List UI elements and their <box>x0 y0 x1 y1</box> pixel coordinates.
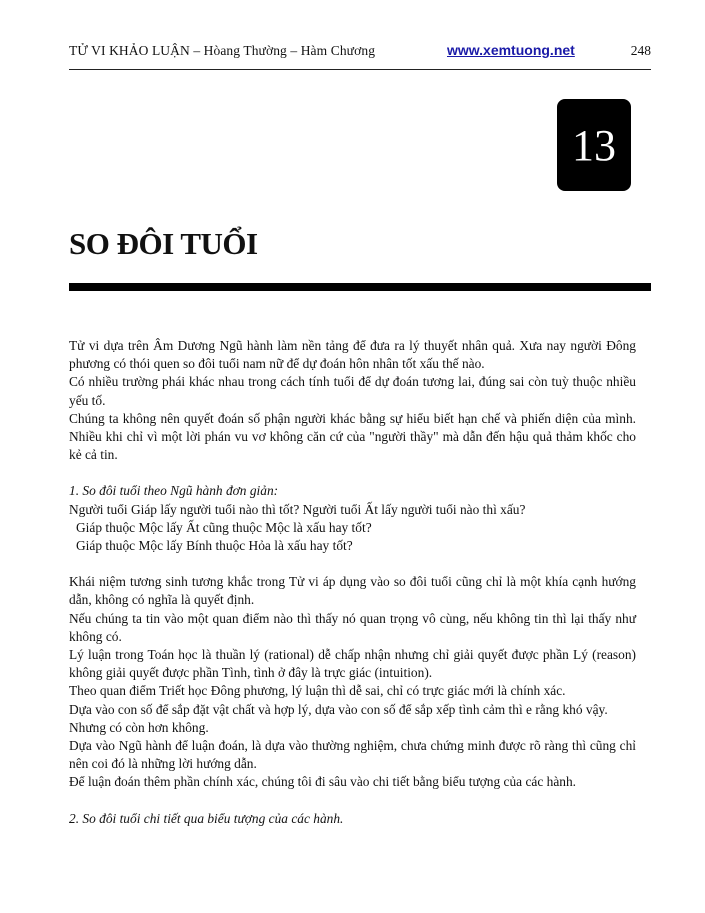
chapter-number-box <box>557 99 631 191</box>
website-link[interactable]: www.xemtuong.net <box>447 42 575 58</box>
paragraph: Dựa vào con số để sắp đặt vật chất và hợp lý, dựa vào con số để sắp xếp tình cảm thì e rằng khó vậy. <box>69 701 608 717</box>
chapter-title: SO ĐÔI TUỔI <box>69 226 258 261</box>
paragraph: Nhưng có còn hơn không. <box>69 719 209 735</box>
paragraph: Lý luận trong Toán học là thuần lý (rational) dễ chấp nhận nhưng chỉ giải quyết được phần Lý (reason) không giải quyết được phần Tình, tình ở đây là trực giác (intuition). <box>69 647 636 681</box>
paragraph: Dựa vào Ngũ hành để luận đoán, là dựa vào thường nghiệm, chưa chứng minh được rõ ràng thì cũng chỉ nên coi đó là những lời hướng dẫn. <box>69 738 636 772</box>
page-header <box>69 40 651 62</box>
page-number: 248 <box>630 43 651 58</box>
header-title: TỬ VI KHẢO LUẬN – Hòang Thường – Hàm Chương <box>69 43 376 58</box>
section-heading: 1. So đôi tuổi theo Ngũ hành đơn giản: <box>69 483 279 499</box>
paragraph: Khái niệm tương sinh tương khắc trong Tử vi áp dụng vào so đôi tuổi cũng chỉ là một khía cạnh hướng dẫn, không có nghĩa là quyết định. <box>69 574 636 608</box>
header-divider <box>69 69 651 70</box>
section-heading: 2. So đôi tuổi chi tiết qua biểu tượng của các hành. <box>69 810 344 826</box>
paragraph: Để luận đoán thêm phần chính xác, chúng tôi đi sâu vào chi tiết bằng biểu tượng của các hành. <box>69 774 577 790</box>
paragraph: Chúng ta không nên quyết đoán số phận người khác bằng sự hiểu biết hạn chế và phiến diện của mình. Nhiều khi chỉ vì một lời phán vu vơ không căn cứ của "người thầy" mà dẫn đến hậu quả thảm khốc cho kẻ cả tin. <box>69 410 636 463</box>
paragraph: Theo quan điểm Triết học Đông phương, lý luận thì dễ sai, chỉ có trực giác mới là chính xác. <box>69 683 566 699</box>
paragraph: Giáp thuộc Mộc lấy Bính thuộc Hỏa là xấu hay tốt? <box>76 538 353 554</box>
paragraph: Có nhiều trường phái khác nhau trong cách tính tuổi để dự đoán tương lai, đúng sai còn tuỳ thuộc nhiều yếu tố. <box>69 374 636 408</box>
paragraph: Người tuổi Giáp lấy người tuổi nào thì tốt? Người tuổi Ất lấy người tuổi nào thì xấu? <box>69 501 526 517</box>
chapter-number: 13 <box>572 120 616 170</box>
title-divider <box>69 283 651 291</box>
body-text <box>69 337 636 828</box>
paragraph: Tử vi dựa trên Âm Dương Ngũ hành làm nền tảng để đưa ra lý thuyết nhân quả. Xưa nay người Đông phương có thói quen so đôi tuổi nam nữ để dự đoán hôn nhân tốt xấu thế nào. <box>69 338 636 372</box>
paragraph: Nếu chúng ta tin vào một quan điểm nào thì thấy nó quan trọng vô cùng, nếu không tin thì lại thấy như không có. <box>69 610 636 644</box>
paragraph: Giáp thuộc Mộc lấy Ất cũng thuộc Mộc là xấu hay tốt? <box>76 519 372 535</box>
